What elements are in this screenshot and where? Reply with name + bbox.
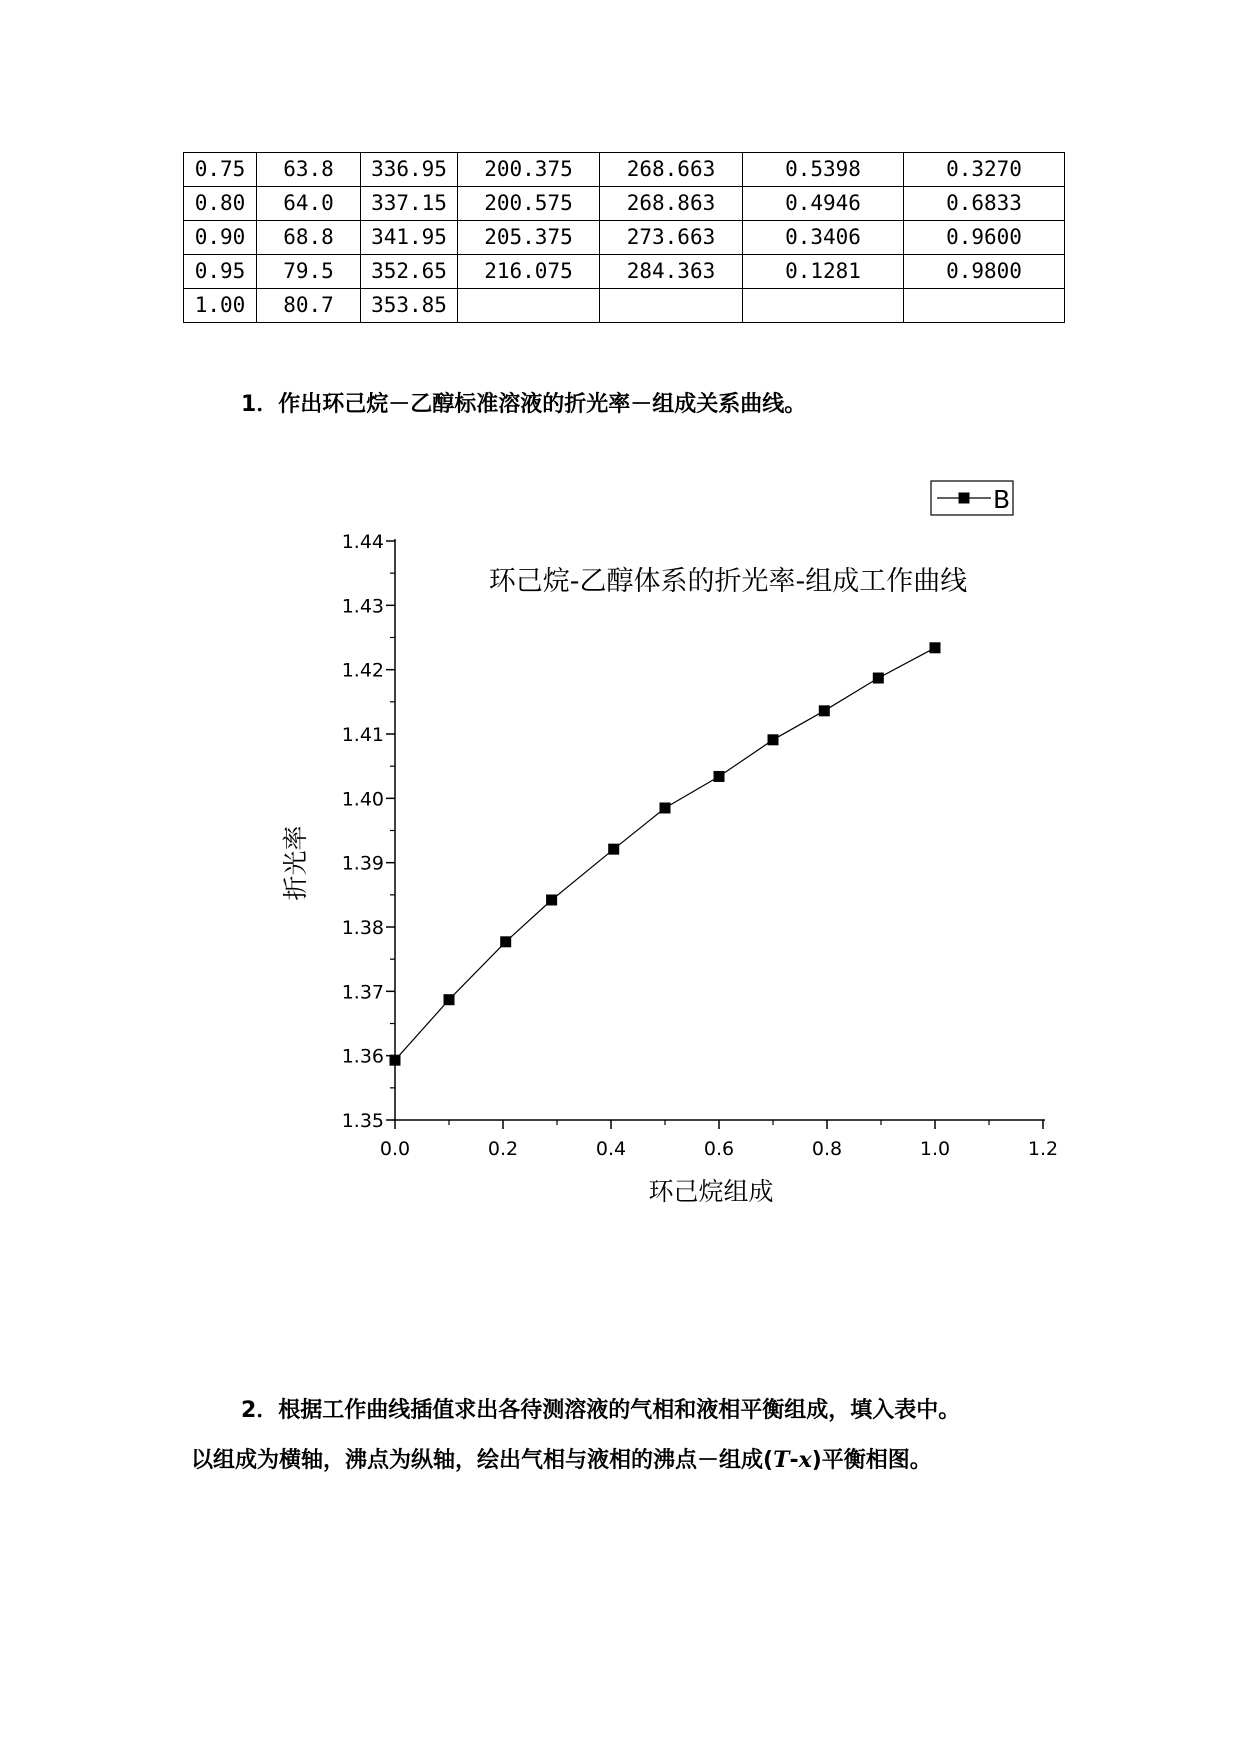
- legend-label: B: [993, 485, 1011, 514]
- x-tick-label: 0.8: [811, 1138, 843, 1160]
- table-cell: 216.075: [458, 255, 600, 289]
- table-cell: 341.95: [361, 221, 458, 255]
- data-point: [546, 894, 557, 905]
- data-point: [390, 1055, 401, 1066]
- y-axis-label: 折光率: [281, 825, 310, 901]
- table-cell: 353.85: [361, 289, 458, 323]
- table-cell: 337.15: [361, 187, 458, 221]
- x-axis-label: 环己烷组成: [648, 1177, 774, 1206]
- y-tick-label: 1.37: [341, 981, 384, 1004]
- data-point: [819, 705, 830, 716]
- y-tick-label: 1.44: [341, 531, 384, 553]
- table-cell: 0.1281: [743, 255, 904, 289]
- table-cell: 1.00: [184, 289, 257, 323]
- y-tick-label: 1.41: [341, 724, 384, 746]
- section-2-symbol-t: T: [773, 1447, 790, 1473]
- table-cell: 79.5: [257, 255, 361, 289]
- y-tick-label: 1.39: [341, 852, 384, 875]
- table-cell: 200.375: [458, 153, 600, 187]
- y-tick-label: 1.38: [341, 917, 384, 939]
- table-cell: 0.5398: [743, 153, 904, 187]
- section-2-line-1: 2．根据工作曲线插值求出各待测溶液的气相和液相平衡组成，填入表中。: [241, 1398, 961, 1423]
- table-cell: 0.9600: [904, 221, 1065, 255]
- chart-title: 环己烷-乙醇体系的折光率-组成工作曲线: [488, 566, 968, 597]
- table-cell: 63.8: [257, 153, 361, 187]
- data-point: [660, 802, 671, 813]
- series-line: [395, 648, 935, 1060]
- section-2-symbol-x: x: [798, 1447, 812, 1473]
- data-point: [714, 771, 725, 782]
- data-point: [500, 936, 511, 947]
- x-tick-label: 0.0: [379, 1138, 411, 1160]
- section-2-line-2: [191, 1443, 932, 1474]
- table-cell: 80.7: [257, 289, 361, 323]
- x-tick-label: 0.2: [487, 1138, 519, 1160]
- table-cell: 0.75: [184, 153, 257, 187]
- legend-marker: [959, 493, 970, 504]
- table-cell: 0.90: [184, 221, 257, 255]
- section-1-heading: 1．作出环己烷－乙醇标准溶液的折光率－组成关系曲线。: [241, 392, 807, 417]
- table-cell: 0.3270: [904, 153, 1065, 187]
- table-cell: 336.95: [361, 153, 458, 187]
- x-tick-label: 1.0: [919, 1138, 951, 1160]
- table-cell: 68.8: [257, 221, 361, 255]
- table-cell: 64.0: [257, 187, 361, 221]
- data-point: [930, 642, 941, 653]
- section-2-line-2-prefix: 以组成为横轴，沸点为纵轴，绘出气相与液相的沸点－组成(: [191, 1448, 774, 1473]
- data-point: [444, 994, 455, 1005]
- table-cell: 268.663: [600, 153, 743, 187]
- y-tick-label: 1.42: [341, 659, 384, 682]
- x-tick-label: 0.4: [595, 1138, 627, 1160]
- table-cell: 0.6833: [904, 187, 1065, 221]
- table-cell: 352.65: [361, 255, 458, 289]
- table-cell: 200.575: [458, 187, 600, 221]
- table-cell: 0.95: [184, 255, 257, 289]
- table-cell: 205.375: [458, 221, 600, 255]
- table-cell: 0.9800: [904, 255, 1065, 289]
- table-cell: 0.80: [184, 187, 257, 221]
- section-2-line-2-suffix: )平衡相图。: [811, 1448, 932, 1473]
- y-tick-label: 1.36: [341, 1045, 384, 1068]
- section-2-dash: -: [789, 1448, 799, 1473]
- data-point: [768, 734, 779, 745]
- table-cell: 0.3406: [743, 221, 904, 255]
- y-tick-label: 1.40: [341, 788, 384, 811]
- y-tick-label: 1.43: [341, 595, 384, 618]
- x-tick-label: 0.6: [703, 1138, 735, 1160]
- table-cell: 284.363: [600, 255, 743, 289]
- data-point: [608, 844, 619, 855]
- y-tick-label: 1.35: [341, 1110, 384, 1132]
- table-cell: 268.863: [600, 187, 743, 221]
- table-cell: 0.4946: [743, 187, 904, 221]
- x-tick-label: 1.2: [1027, 1138, 1059, 1160]
- table-cell: 273.663: [600, 221, 743, 255]
- data-point: [873, 673, 884, 684]
